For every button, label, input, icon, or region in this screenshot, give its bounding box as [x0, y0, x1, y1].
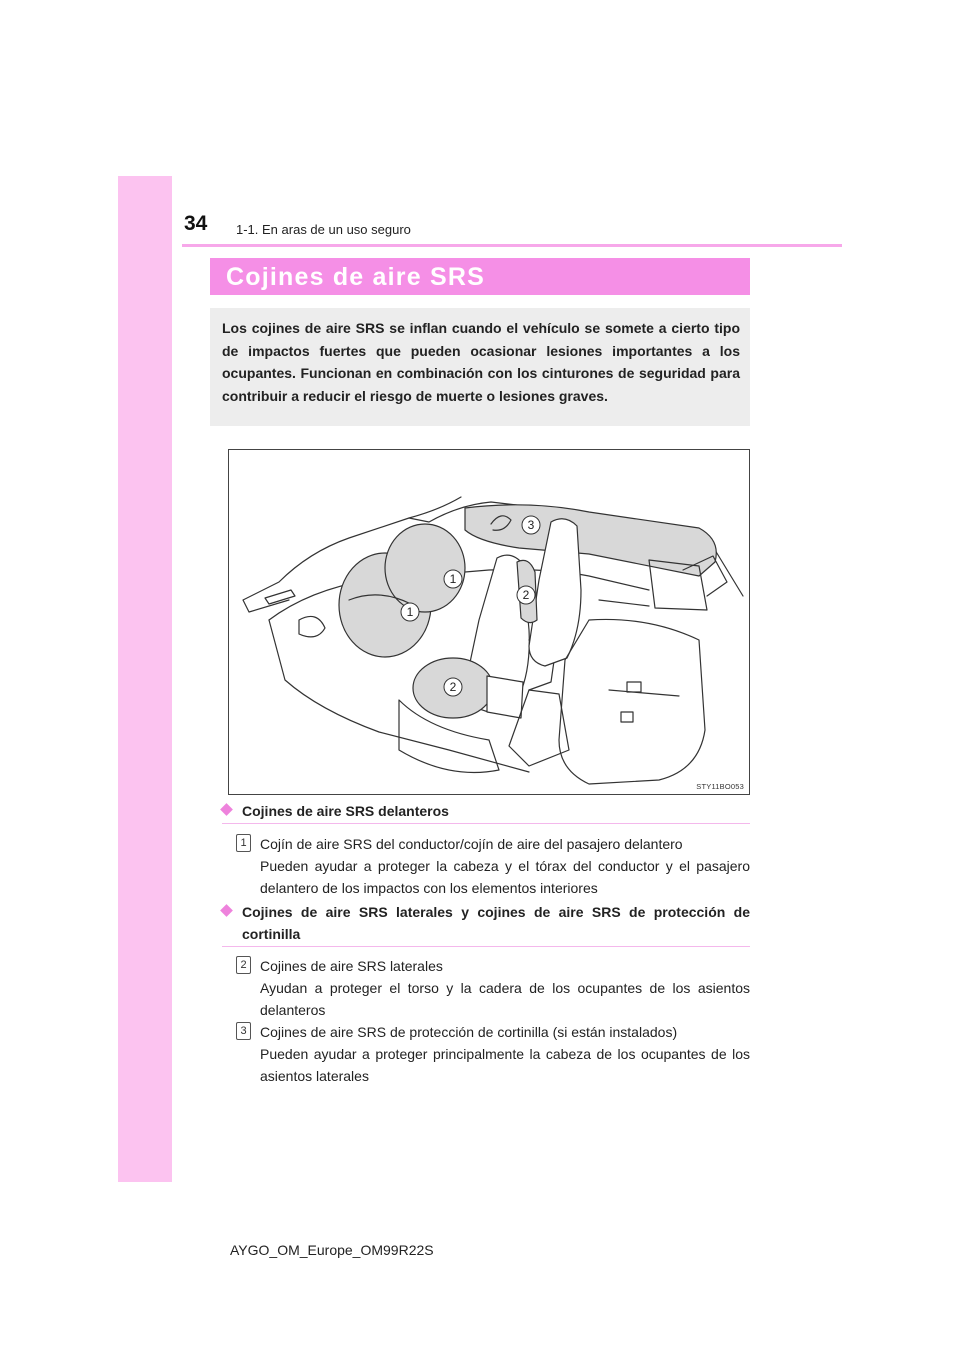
section-rule — [222, 946, 750, 947]
callout-2b — [444, 678, 462, 696]
section-rule — [222, 823, 750, 824]
svg-text:3: 3 — [527, 518, 535, 532]
number-badge: 3 — [236, 1022, 251, 1040]
callout-1b — [401, 603, 419, 621]
car-interior-drawing — [229, 450, 749, 794]
title-bar — [210, 258, 750, 295]
number-badge: 1 — [236, 834, 251, 852]
svg-text:1: 1 — [449, 572, 457, 586]
intro-box: Los cojines de aire SRS se inflan cuando el vehículo se somete a cierto tipo de impactos fuertes que pueden ocasionar lesiones importantes a los ocupantes. Funcionan en combinación con los cinturones de seguridad para contribuir a reducir el riesgo de muerte o lesiones graves. — [210, 308, 750, 426]
diamond-bullet-icon — [220, 904, 233, 917]
svg-text:1: 1 — [406, 605, 414, 619]
list-item-driver-passenger-airbag: 1 Cojín de aire SRS del conductor/cojín de aire del pasajero delantero Pueden ayudar a proteger la cabeza y el tórax del conductor y el pasajero delantero de los impactos con los elementos interiores — [236, 833, 750, 899]
page-number: 34 — [184, 212, 208, 235]
number-badge: 2 — [236, 956, 251, 974]
list-item-curtain-airbags: 3 Cojines de aire SRS de protección de cortinilla (si están instalados) Pueden ayudar a proteger principalmente la cabeza de los ocupantes de los asientos laterales — [236, 1021, 750, 1087]
callout-2a — [517, 586, 535, 604]
svg-text:2: 2 — [449, 680, 457, 694]
figure-code: STY11BO053 — [696, 782, 744, 791]
footer-document-code: AYGO_OM_Europe_OM99R22S — [230, 1242, 434, 1258]
callout-1a — [444, 570, 462, 588]
list-item-side-airbags: 2 Cojines de aire SRS laterales Ayudan a proteger el torso y la cadera de los ocupantes de los asientos delanteros — [236, 955, 750, 1021]
section-header: 1-1. En aras de un uso seguro — [236, 222, 411, 237]
callout-3 — [522, 516, 540, 534]
side-tab — [118, 176, 172, 1182]
header-rule — [182, 244, 842, 247]
section-heading-side-curtain-airbags: Cojines de aire SRS laterales y cojines de aire SRS de protección de cortinilla — [222, 901, 750, 945]
section-heading-front-airbags: Cojines de aire SRS delanteros — [222, 800, 750, 822]
svg-text:2: 2 — [522, 588, 530, 602]
airbag-illustration — [228, 449, 750, 795]
diamond-bullet-icon — [220, 803, 233, 816]
page-title: Cojines de aire SRS — [226, 263, 485, 291]
